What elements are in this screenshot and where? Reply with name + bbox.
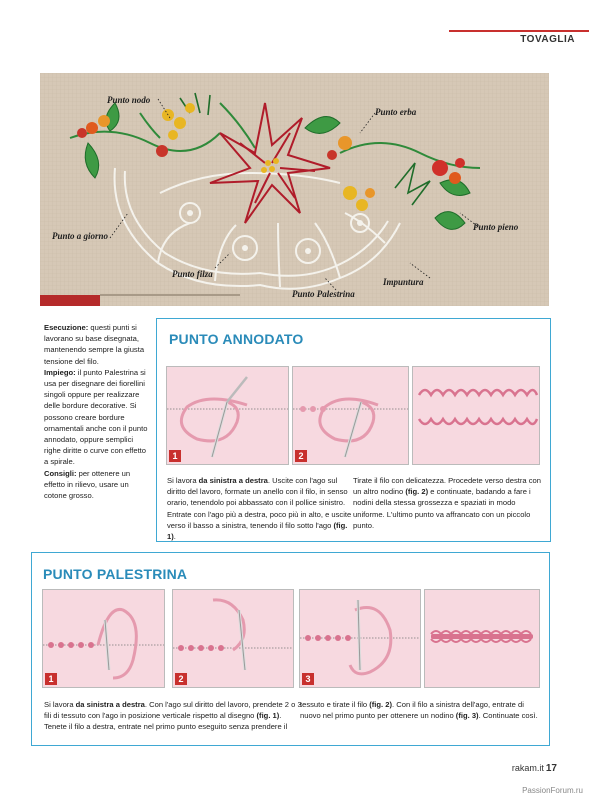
section-tag-label: TOVAGLIA (520, 34, 575, 45)
punto-annodato-title: PUNTO ANNODATO (169, 331, 304, 347)
label-punto-giorno: Punto a giorno (52, 231, 109, 241)
palestrina-caption-2 (300, 699, 538, 721)
label-punto-filza: Punto filza (172, 269, 213, 279)
palestrina-fig-1 (42, 589, 165, 688)
annodato-cap2-p1: Tirate il filo con delicatezza. Procedete verso destra con un altro nodino (353, 476, 541, 497)
annodato-cap1-p4: (fig. 1) (167, 520, 348, 542)
label-punto-erba: Punto erba (375, 107, 417, 117)
punto-palestrina-box (31, 552, 550, 746)
palestrina-cap1-p4: (fig. 1) (256, 711, 280, 721)
punto-palestrina-title: PUNTO PALESTRINA (43, 566, 188, 582)
label-punto-pieno: Punto pieno (473, 222, 519, 232)
esecuzione-label: Esecuzione: (44, 323, 89, 332)
palestrina-fig-2 (172, 589, 294, 688)
palestrina-fig-result-drawing (425, 590, 539, 687)
palestrina-fig-1-drawing (43, 590, 164, 687)
annodato-fig-result (412, 366, 540, 465)
intro-text (44, 322, 152, 501)
page-number: 17 (545, 763, 557, 774)
palestrina-fig-1-number: 1 (45, 673, 57, 685)
annodato-caption-2 (353, 475, 541, 531)
palestrina-cap1-p2: da sinistra a destra (75, 700, 145, 709)
label-impuntura: Impuntura (383, 277, 424, 287)
section-tag (449, 30, 589, 48)
palestrina-cap2-p2: (fig. 2) (369, 700, 393, 709)
palestrina-cap2-p4: (fig. 3) (455, 711, 479, 721)
punto-annodato-box (156, 318, 551, 542)
esecuzione-text: questi punti si lavorano su base disegnata, mantenendo sempre la giusta tensione del filo. (44, 323, 145, 366)
palestrina-cap1-p5: . Tenete il filo a destra, entrate nel primo punto eseguito senza prendere il (44, 711, 288, 732)
annodato-fig-1-drawing (167, 367, 288, 464)
annodato-fig-2 (292, 366, 409, 465)
palestrina-cap2-p3: . Con il filo a sinistra dell'ago, entrate di nuovo nel primo punto per ottenere un nodino (300, 700, 524, 721)
page-footer (512, 763, 557, 774)
palestrina-caption-1 (44, 699, 306, 733)
palestrina-fig-3-number: 3 (302, 673, 314, 685)
palestrina-fig-2-number: 2 (175, 673, 187, 685)
palestrina-fig-3 (299, 589, 421, 688)
palestrina-cap2-p1: tessuto e tirate il filo (300, 700, 370, 709)
palestrina-fig-2-drawing (173, 590, 293, 687)
annodato-cap1-p3: . Uscite con l'ago sul diritto del lavoro, formate un anello con il filo, in senso orario, tenendolo poi abbassato con il pollice sinistro. Entrate con l'ago più a destra, poco più in alto, e uscite verso il basso a sinistra, tenendo il filo sotto l'ago (167, 476, 352, 530)
annodato-fig-1 (166, 366, 289, 465)
annodato-fig-2-drawing (293, 367, 408, 464)
watermark: PassionForum.ru (522, 786, 583, 795)
palestrina-cap1-p3: . Con l'ago sul diritto del lavoro, prendete 2 o 3 fili di tessuto con l'ago in posizione verticale rispetto al disegno (44, 700, 302, 721)
annodato-cap1-p2: da sinistra a destra (198, 476, 268, 485)
annodato-fig-result-drawing (413, 367, 539, 464)
footer-site: rakam.it (511, 763, 544, 773)
palestrina-fig-result (424, 589, 540, 688)
annodato-fig-2-number: 2 (295, 450, 307, 462)
annodato-caption-1 (167, 475, 352, 542)
annodato-cap2-p3: e continuate, badando a fare i nodini della stessa grossezza e spaziati in modo uniforme. L'ultimo punto va affrancato con un piccolo punto. (353, 487, 531, 530)
palestrina-cap2-p5: . Continuate così. (478, 711, 538, 721)
label-punto-nodo: Punto nodo (107, 95, 151, 105)
consigli-text: per ottenere un effetto in rilievo, usare un cotone grosso. (44, 468, 131, 501)
annodato-fig-1-number: 1 (169, 450, 181, 462)
palestrina-cap1-p1: Si lavora (44, 700, 76, 709)
impiego-text: il punto Palestrina si usa per disegnare dei fiorellini singoli oppure per realizzare delle bordure decorative. Si possono creare bordure ornamentali anche con il punto annodato, oppure semplici righe diritte o curve con effetto a spirale. (44, 367, 148, 467)
embroidery-photo (40, 73, 549, 306)
label-punto-palestrina: Punto Palestrina (292, 289, 355, 299)
palestrina-fig-3-drawing (300, 590, 420, 687)
embroidery-illustration (40, 73, 549, 306)
annodato-cap1-p1: Si lavora (167, 476, 199, 485)
impiego-label: Impiego: (44, 367, 76, 377)
consigli-label: Consigli: (44, 468, 77, 478)
annodato-cap2-p2: (fig. 2) (405, 487, 429, 497)
annodato-cap1-p5: . (173, 532, 176, 542)
